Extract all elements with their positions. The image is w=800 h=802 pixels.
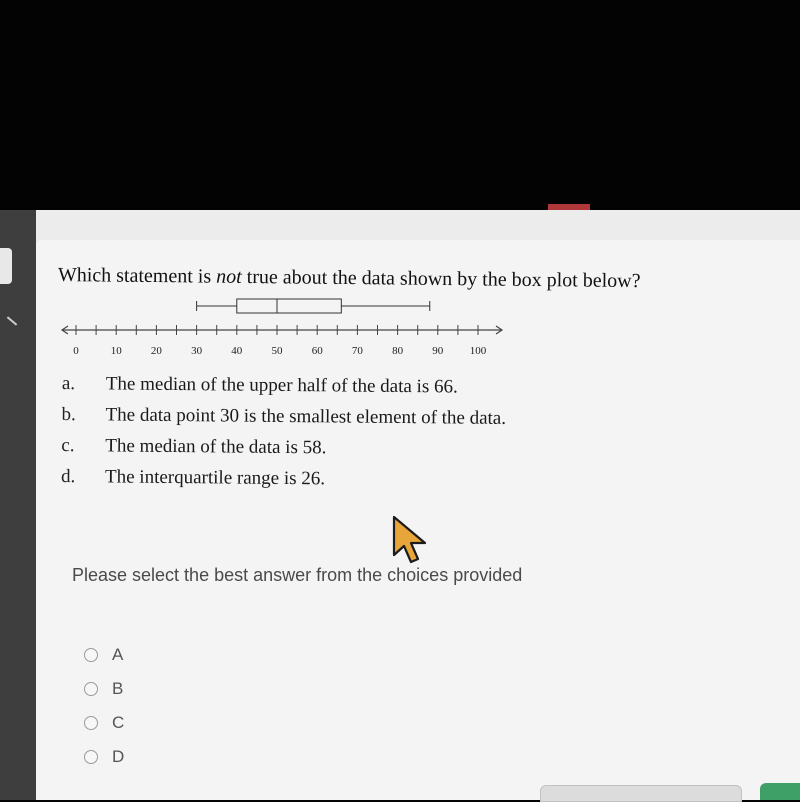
axis-tick-label: 10: [110, 345, 122, 357]
radio-d[interactable]: [84, 750, 98, 764]
instruction-text: Please select the best answer from the choices provided: [72, 565, 523, 585]
choice-text: The median of the upper half of the data is 66.: [105, 372, 458, 397]
sidebar-handle[interactable]: [0, 248, 12, 284]
axis-tick-label: 50: [271, 345, 283, 357]
bottom-button[interactable]: [540, 785, 742, 802]
question-emphasis: not: [216, 265, 242, 288]
choice-letter: d.: [60, 465, 76, 487]
next-button[interactable]: [760, 783, 800, 800]
answer-options: [84, 638, 124, 774]
option-label: C: [112, 713, 125, 732]
option-c[interactable]: [84, 706, 124, 740]
choice-letter: b.: [61, 403, 76, 425]
axis-tick-label: 70: [351, 345, 363, 357]
choice-text: The median of the data is 58.: [105, 434, 327, 458]
axis-tick-label: 40: [231, 345, 243, 357]
axis-tick-label: 90: [432, 345, 444, 357]
choice-letter: c.: [61, 434, 75, 456]
box-plot: [50, 292, 520, 362]
question-before: Which statement is: [57, 264, 217, 288]
monitor-bezel: [0, 0, 800, 210]
radio-a[interactable]: [84, 648, 98, 662]
radio-c[interactable]: [84, 716, 98, 730]
choice-text: The data point 30 is the smallest element of the data.: [105, 403, 507, 429]
answer-choices: [57, 368, 618, 497]
mouse-cursor-icon: [390, 515, 434, 567]
interquartile-box: [237, 299, 342, 313]
choice-c: [57, 430, 617, 466]
option-label: D: [112, 747, 125, 766]
option-b[interactable]: [84, 672, 124, 706]
radio-b[interactable]: [84, 682, 98, 696]
axis-tick-label: 0: [73, 345, 79, 357]
choice-text: The interquartile range is 26.: [104, 465, 326, 489]
axis-tick-label: 80: [392, 345, 404, 357]
option-label: A: [112, 645, 124, 664]
question-after: true about the data shown by the box plot below?: [241, 265, 641, 293]
choice-b: [57, 399, 617, 435]
option-label: B: [112, 679, 124, 698]
axis-tick-label: 100: [469, 345, 487, 357]
axis-tick-label: 20: [150, 345, 162, 357]
option-d[interactable]: [84, 740, 124, 774]
left-sidebar: [0, 210, 36, 800]
axis-tick-label: 60: [311, 345, 323, 357]
choice-a: [58, 368, 618, 404]
sidebar-arrow-icon: [7, 316, 17, 325]
option-a[interactable]: [84, 638, 124, 672]
choice-d: [57, 461, 617, 497]
axis-tick-label: 30: [191, 345, 203, 357]
choice-letter: a.: [61, 372, 76, 394]
